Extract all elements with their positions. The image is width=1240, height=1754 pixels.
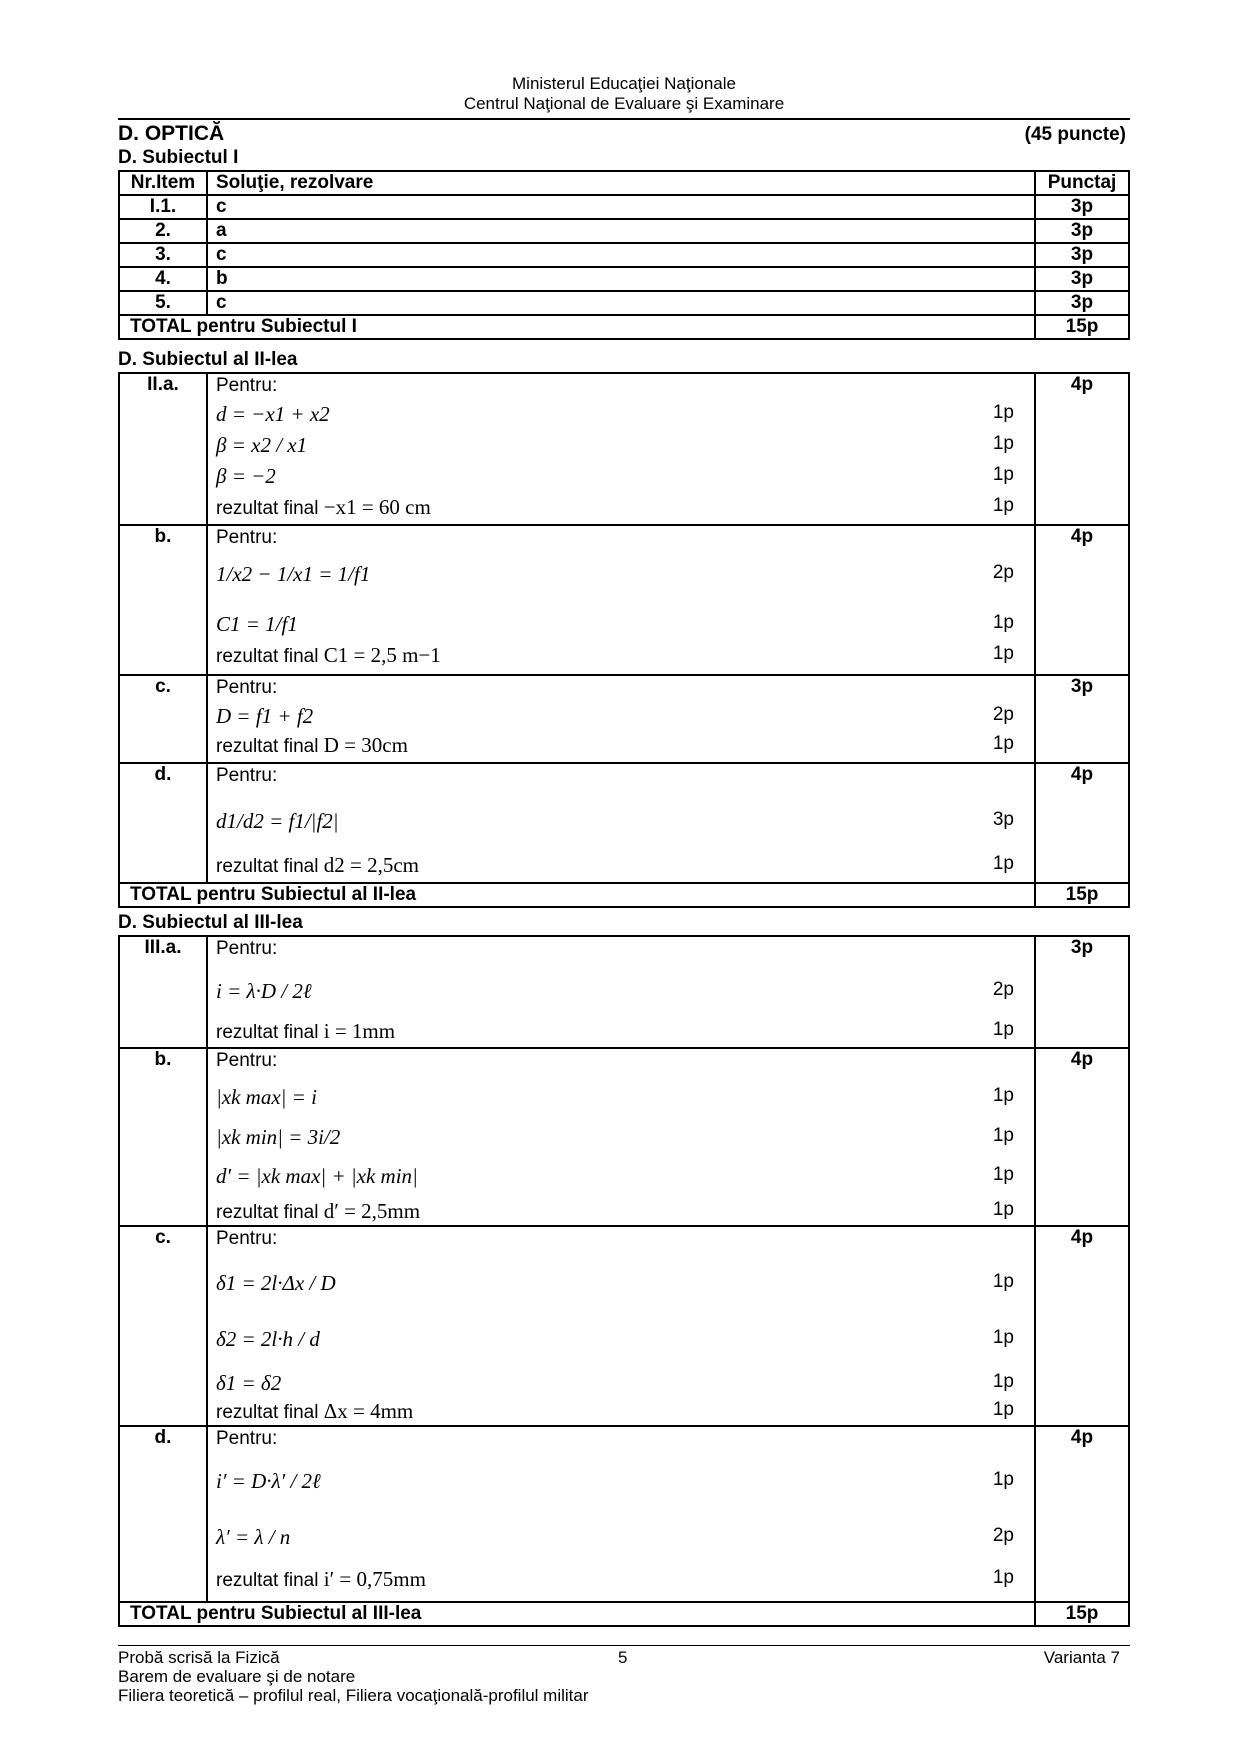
points: 3p — [1035, 291, 1129, 315]
page-footer — [118, 1648, 1130, 1705]
solution-cell — [207, 373, 1035, 525]
header-ministry: Ministerul Educaţiei Naţionale — [512, 74, 736, 93]
item-number: b. — [119, 525, 207, 675]
formula: D = 30cm — [323, 733, 408, 757]
item-number: I.1. — [119, 195, 207, 219]
solution-cell — [207, 936, 1035, 1048]
points: 4p — [1035, 1426, 1129, 1602]
formula: d′ = 2,5mm — [323, 1199, 421, 1223]
formula: d2 = 2,5cm — [323, 853, 419, 877]
pentru-label: Pentru: — [216, 938, 278, 959]
total-points: 15p — [1035, 1602, 1129, 1626]
footer-divider — [118, 1645, 1130, 1646]
section-title: D. OPTICĂ — [118, 122, 225, 145]
pentru-label: Pentru: — [216, 1050, 278, 1071]
line-points: 1p — [992, 1199, 1014, 1220]
final-result-label: rezultat final — [216, 1022, 319, 1043]
formula: d1/d2 = f1/|f2| — [216, 809, 339, 833]
formula: i = λ·D / 2ℓ — [216, 979, 312, 1003]
formula: i′ = D·λ′ / 2ℓ — [216, 1469, 321, 1493]
col-solution-header: Soluţie, rezolvare — [207, 171, 1035, 195]
points: 4p — [1035, 373, 1129, 525]
item-number: c. — [119, 675, 207, 763]
line-points: 1p — [992, 433, 1014, 454]
points: 3p — [1035, 195, 1129, 219]
formula: −x1 = 60 cm — [323, 495, 431, 519]
formula: C1 = 2,5 m−1 — [323, 643, 441, 667]
formula: D = f1 + f2 — [216, 704, 314, 728]
final-result-label: rezultat final — [216, 498, 319, 519]
pentru-label: Pentru: — [216, 527, 278, 548]
table-row — [119, 763, 1129, 883]
line-points: 1p — [992, 643, 1014, 664]
table-row — [119, 1426, 1129, 1602]
line-points: 3p — [992, 809, 1014, 830]
answer: c — [207, 243, 1035, 267]
formula: |xk max| = i — [216, 1085, 317, 1109]
answer: c — [207, 291, 1035, 315]
final-result-label: rezultat final — [216, 1402, 319, 1423]
line-points: 1p — [992, 1125, 1014, 1146]
item-number: III.a. — [119, 936, 207, 1048]
item-number: b. — [119, 1048, 207, 1226]
line-points: 1p — [992, 1019, 1014, 1040]
item-number: d. — [119, 763, 207, 883]
total-row — [119, 315, 1129, 339]
table-row — [119, 1048, 1129, 1226]
formula: i = 1mm — [323, 1019, 396, 1043]
footer-exam: Probă scrisă la Fizică — [118, 1648, 280, 1667]
subject1-heading: D. Subiectul I — [118, 147, 239, 168]
item-number: II.a. — [119, 373, 207, 525]
table-row — [119, 1226, 1129, 1426]
points: 4p — [1035, 1048, 1129, 1226]
col-points-header: Punctaj — [1035, 171, 1129, 195]
total-row — [119, 883, 1129, 907]
formula: d′ = |xk max| + |xk min| — [216, 1164, 418, 1188]
line-points: 1p — [992, 495, 1014, 516]
table-row — [119, 267, 1129, 291]
answer: a — [207, 219, 1035, 243]
solution-cell — [207, 1426, 1035, 1602]
answer: c — [207, 195, 1035, 219]
line-points: 1p — [992, 1469, 1014, 1490]
table-row — [119, 373, 1129, 525]
subject3-table — [118, 935, 1130, 1627]
page-number: 5 — [618, 1648, 628, 1667]
line-points: 1p — [992, 402, 1014, 423]
final-result-label: rezultat final — [216, 1570, 319, 1591]
item-number: 2. — [119, 219, 207, 243]
line-points: 1p — [992, 853, 1014, 874]
table-row — [119, 525, 1129, 675]
formula: d = −x1 + x2 — [216, 402, 330, 426]
table-row — [119, 675, 1129, 763]
formula: 1/x2 − 1/x1 = 1/f1 — [216, 562, 371, 586]
pentru-label: Pentru: — [216, 1228, 278, 1249]
points: 3p — [1035, 675, 1129, 763]
formula: Δx = 4mm — [323, 1399, 414, 1423]
formula: β = −2 — [216, 464, 276, 488]
line-points: 1p — [992, 1371, 1014, 1392]
final-result-label: rezultat final — [216, 1202, 319, 1223]
formula: δ2 = 2l·h / d — [216, 1327, 320, 1351]
final-result-label: rezultat final — [216, 736, 319, 757]
formula: δ1 = 2l·Δx / D — [216, 1271, 336, 1295]
formula: δ1 = δ2 — [216, 1371, 282, 1395]
formula: i′ = 0,75mm — [323, 1567, 426, 1591]
line-points: 2p — [992, 1525, 1014, 1546]
footer-variant: Varianta 7 — [1043, 1648, 1120, 1667]
footer-barem: Barem de evaluare şi de notare — [118, 1667, 356, 1686]
item-number: 5. — [119, 291, 207, 315]
line-points: 2p — [992, 562, 1014, 583]
table-row — [119, 219, 1129, 243]
col-item-header: Nr.Item — [119, 171, 207, 195]
header-center: Centrul Naţional de Evaluare şi Examinare — [463, 94, 785, 113]
line-points: 1p — [992, 612, 1014, 633]
table-row — [119, 291, 1129, 315]
line-points: 1p — [992, 1567, 1014, 1588]
points: 3p — [1035, 219, 1129, 243]
solution-cell — [207, 525, 1035, 675]
line-points: 2p — [992, 704, 1014, 725]
pentru-label: Pentru: — [216, 1428, 278, 1449]
subject2-heading: D. Subiectul al II-lea — [118, 349, 298, 370]
line-points: 1p — [992, 1164, 1014, 1185]
answer: b — [207, 267, 1035, 291]
points: 4p — [1035, 763, 1129, 883]
footer-filiera: Filiera teoretică – profilul real, Filiera vocaţională-profilul militar — [118, 1686, 589, 1705]
total-points: 15p — [1035, 315, 1129, 339]
solution-cell — [207, 675, 1035, 763]
formula: λ′ = λ / n — [216, 1525, 291, 1549]
final-result-label: rezultat final — [216, 646, 319, 667]
pentru-label: Pentru: — [216, 375, 278, 396]
subject2-table — [118, 372, 1130, 908]
page-header — [118, 74, 1130, 114]
line-points: 1p — [992, 733, 1014, 754]
table-row — [119, 195, 1129, 219]
section-points: (45 puncte) — [1024, 124, 1126, 145]
points: 3p — [1035, 936, 1129, 1048]
formula: C1 = 1/f1 — [216, 612, 298, 636]
table-row — [119, 243, 1129, 267]
solution-cell — [207, 1226, 1035, 1426]
final-result-label: rezultat final — [216, 856, 319, 877]
line-points: 1p — [992, 1085, 1014, 1106]
line-points: 1p — [992, 1271, 1014, 1292]
total-label: TOTAL pentru Subiectul al II-lea — [119, 883, 1035, 907]
line-points: 2p — [992, 979, 1014, 1000]
pentru-label: Pentru: — [216, 765, 278, 786]
points: 3p — [1035, 267, 1129, 291]
solution-cell — [207, 1048, 1035, 1226]
table-row — [119, 936, 1129, 1048]
total-label: TOTAL pentru Subiectul al III-lea — [119, 1602, 1035, 1626]
item-number: c. — [119, 1226, 207, 1426]
points: 3p — [1035, 243, 1129, 267]
item-number: 3. — [119, 243, 207, 267]
solution-cell — [207, 763, 1035, 883]
points: 4p — [1035, 525, 1129, 675]
line-points: 1p — [992, 1399, 1014, 1420]
item-number: d. — [119, 1426, 207, 1602]
points: 4p — [1035, 1226, 1129, 1426]
total-points: 15p — [1035, 883, 1129, 907]
section-title-row — [118, 120, 1130, 146]
subject1-table — [118, 170, 1130, 340]
subject3-heading: D. Subiectul al III-lea — [118, 912, 303, 933]
line-points: 1p — [992, 1327, 1014, 1348]
pentru-label: Pentru: — [216, 677, 278, 698]
formula: β = x2 / x1 — [216, 433, 308, 457]
total-row — [119, 1602, 1129, 1626]
item-number: 4. — [119, 267, 207, 291]
total-label: TOTAL pentru Subiectul I — [119, 315, 1035, 339]
formula: |xk min| = 3i/2 — [216, 1125, 341, 1149]
line-points: 1p — [992, 464, 1014, 485]
